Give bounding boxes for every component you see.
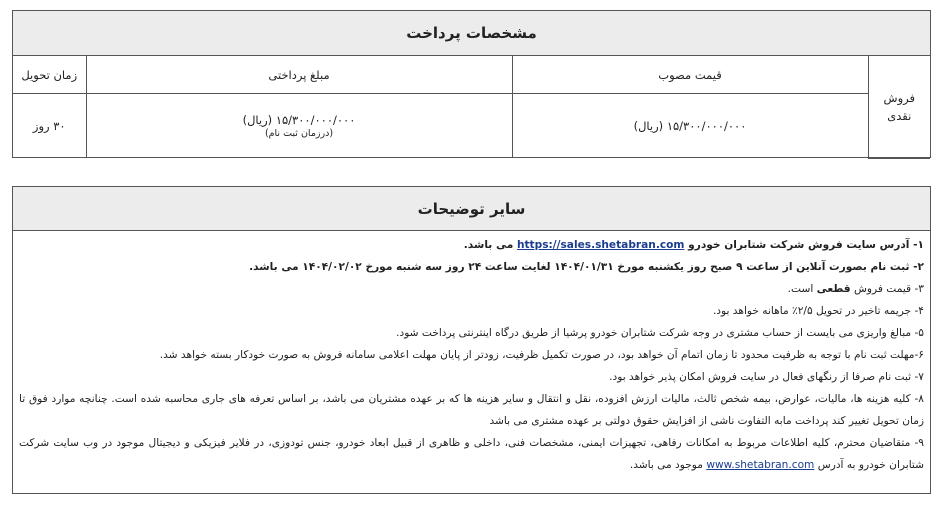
payment-amount-cell	[86, 94, 512, 159]
approved-price-header: قیمت مصوب	[512, 56, 868, 94]
payment-table	[13, 56, 930, 159]
note-2: ۲- ثبت نام بصورت آنلاین از ساعت ۹ صبح روز یکشنبه مورخ ۱۴۰۴/۰۱/۳۱ لغایت ساعت ۲۴ روز سه شنبه مورخ ۱۴۰۴/۰۲/۰۲ می باشد.	[249, 261, 924, 273]
note-6: ۶-مهلت ثبت نام با توجه به ظرفیت محدود تا زمان اتمام آن خواهد بود، در صورت تکمیل ظرفیت، زودتر از پایان مهلت اعلامی سامانه فروش به صورت خودکار بسته خواهد شد.	[159, 349, 924, 361]
approved-price-value: ۱۵/۳۰۰/۰۰۰/۰۰۰ (ریال)	[512, 94, 868, 159]
note-9: ۹- متقاضیان محترم، کلیه اطلاعات مربوط به امکانات رفاهی، تجهیزات ایمنی، مشخصات فنی، داخلی و ظاهری از قبیل ابعاد خودرو، جنس تودوزی، در فلایر فیزیکی و دیجیتال موجود در وب سایت شرکت شتابران خودرو به آدرس www.shetabran.com موجود می باشد.	[19, 437, 924, 471]
notes-section	[12, 186, 931, 494]
delivery-time-value: ۳۰ روز	[13, 94, 86, 159]
payment-amount-header: مبلغ پرداختی	[86, 56, 512, 94]
note-8: ۸- کلیه هزینه ها، مالیات، عوارض، بیمه شخص ثالث، مالیات ارزش افزوده، نقل و انتقال و سایر هزینه ها که بر عهده مشتریان می باشد، بر اساس تعرفه های جاری محاسبه شده است. چنانچه موارد فوق تا زمان تحویل تغییر کند پرداخت مابه التفاوت ناشی از افزایش حقوق دولتی بر عهده مشتری می باشد	[19, 393, 924, 427]
note-5: ۵- مبالغ واریزی می بایست از حساب مشتری در وجه شرکت شتابران خودرو پرشیا از طریق درگاه اینترنتی پرداخت شود.	[396, 327, 924, 339]
payment-amount-value: ۱۵/۳۰۰/۰۰۰/۰۰۰ (ریال)	[242, 113, 356, 127]
note-3: ۳- قیمت فروش قطعی است.	[787, 283, 924, 295]
notes-list	[13, 231, 930, 476]
sale-type-label: فروش نقدی	[868, 56, 930, 158]
note-1: ۱- آدرس سایت فروش شرکت شتابران خودرو https://sales.shetabran.com می باشد.	[463, 239, 924, 251]
delivery-time-header: زمان تحویل	[13, 56, 86, 94]
notes-title: سایر توضیحات	[13, 187, 930, 231]
note-4: ۴- جریمه تاخیر در تحویل ۲/۵٪ ماهانه خواهد بود.	[712, 305, 924, 317]
company-site-link[interactable]: www.shetabran.com	[706, 459, 815, 471]
sales-site-link[interactable]: https://sales.shetabran.com	[516, 239, 685, 251]
payment-section	[12, 10, 931, 158]
note-7: ۷- ثبت نام صرفا از رنگهای فعال در سایت فروش امکان پذیر خواهد بود.	[609, 371, 924, 383]
payment-amount-note: (درزمان ثبت نام)	[264, 128, 334, 139]
payment-title: مشخصات پرداخت	[13, 11, 930, 56]
